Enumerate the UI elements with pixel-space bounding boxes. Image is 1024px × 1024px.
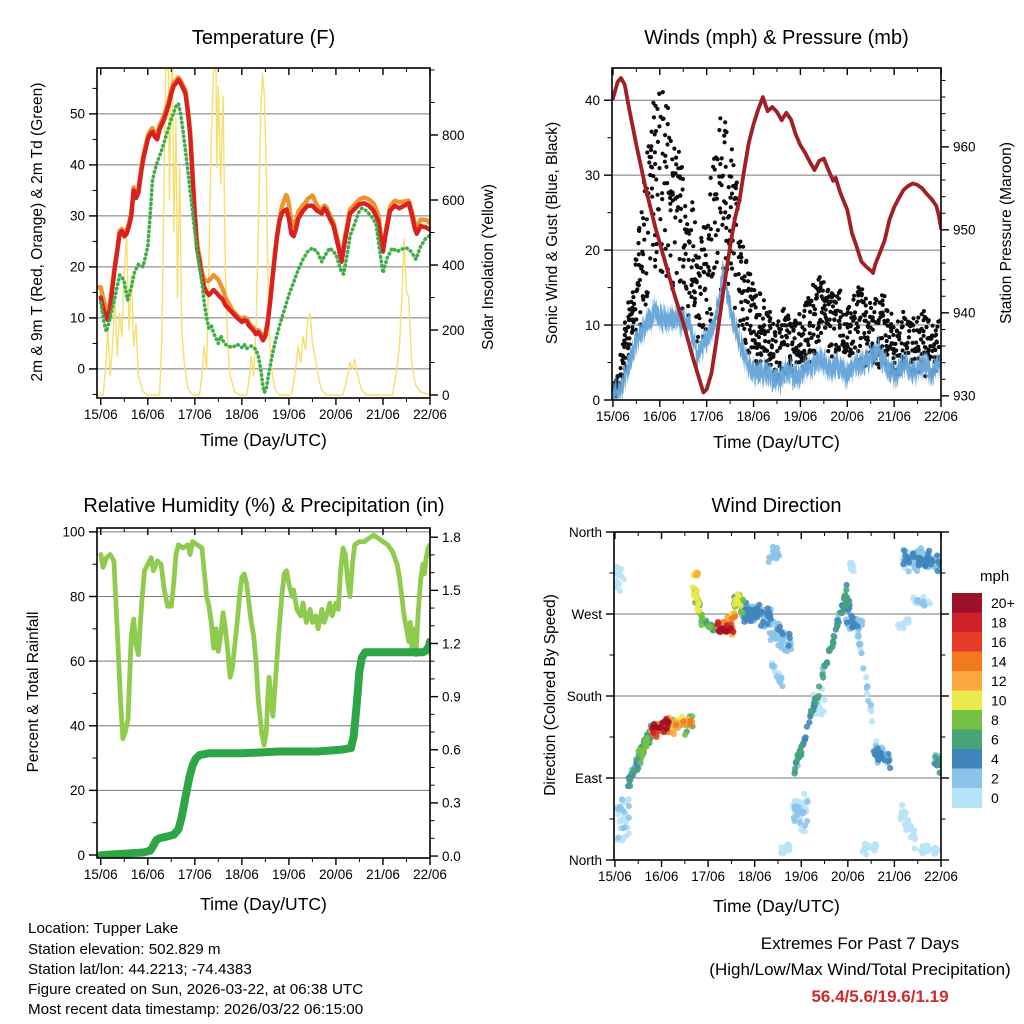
svg-text:100: 100 — [62, 524, 85, 540]
temperature-ylabel-left: 2m & 9m T (Red, Orange) & 2m Td (Green) — [29, 82, 46, 382]
winds-ylabel-right: Station Pressure (Maroon) — [998, 142, 1015, 324]
svg-text:15/06: 15/06 — [596, 409, 630, 424]
svg-text:18/06: 18/06 — [224, 407, 259, 422]
temperature-title: Temperature (F) — [191, 27, 336, 49]
extremes-title: Extremes For Past 7 Days — [760, 934, 960, 953]
svg-text:20/06: 20/06 — [830, 869, 865, 884]
svg-text:50: 50 — [69, 106, 85, 122]
footer-latlon: Station lat/lon: 44.2213; -74.4383 — [28, 961, 252, 978]
svg-text:40: 40 — [69, 157, 85, 173]
temp-9m-orange — [97, 78, 430, 337]
svg-text:East: East — [574, 770, 602, 786]
svg-text:18/06: 18/06 — [736, 409, 771, 424]
svg-text:20: 20 — [69, 783, 85, 799]
svg-text:12: 12 — [991, 672, 1007, 689]
svg-text:North: North — [568, 524, 602, 540]
footer-elevation: Station elevation: 502.829 m — [28, 941, 221, 958]
svg-text:16/06: 16/06 — [130, 407, 165, 422]
svg-text:30: 30 — [69, 208, 85, 224]
svg-text:19/06: 19/06 — [271, 407, 306, 422]
svg-text:21/06: 21/06 — [877, 869, 912, 884]
wind-direction-plot — [567, 525, 958, 884]
svg-text:6: 6 — [991, 731, 999, 748]
svg-text:10: 10 — [584, 317, 600, 333]
svg-text:17/06: 17/06 — [691, 869, 725, 884]
wind-direction-xlabel: Time (Day/UTC) — [713, 896, 840, 916]
svg-text:20/06: 20/06 — [319, 407, 353, 422]
winds-pressure-xlabel: Time (Day/UTC) — [713, 432, 840, 452]
speed-colorbar — [952, 593, 1015, 808]
svg-text:18/06: 18/06 — [737, 869, 772, 884]
svg-text:600: 600 — [442, 192, 465, 208]
svg-text:West: West — [571, 606, 602, 622]
winds-pressure-title: Winds (mph) & Pressure (mb) — [644, 27, 909, 49]
relative-humidity-line — [101, 535, 430, 745]
svg-text:16/06: 16/06 — [644, 869, 679, 884]
svg-text:10: 10 — [69, 310, 85, 326]
svg-text:20+: 20+ — [991, 594, 1015, 611]
svg-text:22/06: 22/06 — [413, 407, 447, 422]
svg-text:960: 960 — [953, 139, 976, 155]
svg-text:80: 80 — [69, 589, 85, 605]
svg-text:950: 950 — [953, 222, 976, 238]
svg-text:0: 0 — [77, 361, 85, 377]
winds-ylabel-left: Sonic Wind & Gust (Blue, Black) — [544, 121, 561, 345]
svg-text:940: 940 — [953, 305, 976, 321]
svg-text:2: 2 — [991, 770, 999, 787]
svg-text:1.8: 1.8 — [442, 530, 461, 546]
svg-text:16/06: 16/06 — [642, 409, 677, 424]
svg-text:4: 4 — [991, 750, 999, 767]
svg-text:22/06: 22/06 — [413, 867, 447, 882]
svg-text:20: 20 — [69, 259, 85, 275]
wind-direction-dots — [613, 544, 944, 858]
svg-text:930: 930 — [953, 388, 976, 404]
svg-text:200: 200 — [442, 322, 465, 338]
temperature-plot — [70, 68, 465, 422]
footer-timestamp: Most recent data timestamp: 2026/03/22 06:15:00 — [28, 1001, 364, 1018]
svg-text:19/06: 19/06 — [784, 869, 819, 884]
wind-direction-title: Wind Direction — [711, 495, 842, 517]
temperature-xlabel: Time (Day/UTC) — [200, 430, 327, 450]
winds-pressure-plot — [585, 68, 976, 424]
svg-text:0.6: 0.6 — [442, 742, 461, 758]
total-rainfall-line — [101, 642, 430, 856]
svg-text:0: 0 — [442, 387, 450, 403]
colorbar-title: mph — [980, 568, 1010, 585]
extremes-values: 56.4/5.6/19.6/1.19 — [811, 987, 949, 1006]
svg-text:18: 18 — [991, 614, 1007, 631]
svg-text:16: 16 — [991, 633, 1007, 650]
svg-text:20: 20 — [584, 242, 600, 258]
svg-text:0: 0 — [592, 392, 600, 408]
svg-text:1.2: 1.2 — [442, 636, 461, 652]
svg-text:22/06: 22/06 — [924, 409, 958, 424]
station-pressure-maroon — [613, 78, 941, 393]
svg-text:30: 30 — [584, 167, 600, 183]
svg-text:19/06: 19/06 — [783, 409, 818, 424]
svg-text:10: 10 — [991, 692, 1007, 709]
svg-text:15/06: 15/06 — [598, 869, 632, 884]
svg-text:21/06: 21/06 — [366, 407, 400, 422]
svg-text:14: 14 — [991, 653, 1007, 670]
svg-text:19/06: 19/06 — [271, 867, 306, 882]
svg-text:22/06: 22/06 — [924, 869, 958, 884]
temperature-ylabel-right: Solar Insolation (Yellow) — [480, 184, 497, 350]
humidity-ylabel-left: Percent & Total Rainfall — [25, 611, 42, 773]
extremes-subtitle: (High/Low/Max Wind/Total Precipitation) — [709, 960, 1011, 979]
humidity-precip-plot — [62, 525, 460, 882]
svg-text:60: 60 — [69, 653, 85, 669]
svg-text:20/06: 20/06 — [319, 867, 353, 882]
svg-text:17/06: 17/06 — [689, 409, 724, 424]
svg-text:20/06: 20/06 — [830, 409, 865, 424]
svg-text:8: 8 — [991, 711, 999, 728]
svg-text:800: 800 — [442, 127, 465, 143]
wind-direction-ylabel-left: Direction (Colored By Speed) — [542, 594, 559, 796]
svg-text:South: South — [566, 688, 602, 704]
svg-text:North: North — [568, 852, 602, 868]
svg-text:40: 40 — [69, 718, 85, 734]
svg-text:15/06: 15/06 — [83, 407, 118, 422]
footer-created: Figure created on Sun, 2026-03-22, at 06:38 UTC — [28, 981, 364, 998]
svg-text:17/06: 17/06 — [177, 407, 212, 422]
svg-text:17/06: 17/06 — [177, 867, 212, 882]
svg-text:0.3: 0.3 — [442, 795, 461, 811]
svg-text:400: 400 — [442, 257, 465, 273]
svg-text:21/06: 21/06 — [877, 409, 912, 424]
humidity-precip-xlabel: Time (Day/UTC) — [200, 894, 327, 914]
humidity-precip-title: Relative Humidity (%) & Precipitation (in) — [83, 495, 445, 517]
svg-text:40: 40 — [584, 93, 600, 109]
svg-text:0: 0 — [77, 847, 85, 863]
svg-text:0: 0 — [991, 789, 999, 806]
svg-text:16/06: 16/06 — [130, 867, 165, 882]
svg-text:18/06: 18/06 — [224, 867, 259, 882]
svg-text:15/06: 15/06 — [83, 867, 118, 882]
svg-text:1.5: 1.5 — [442, 583, 461, 599]
svg-text:0.9: 0.9 — [442, 689, 461, 705]
footer-location: Location: Tupper Lake — [28, 920, 179, 937]
svg-text:0.0: 0.0 — [442, 848, 461, 864]
svg-text:21/06: 21/06 — [366, 867, 400, 882]
